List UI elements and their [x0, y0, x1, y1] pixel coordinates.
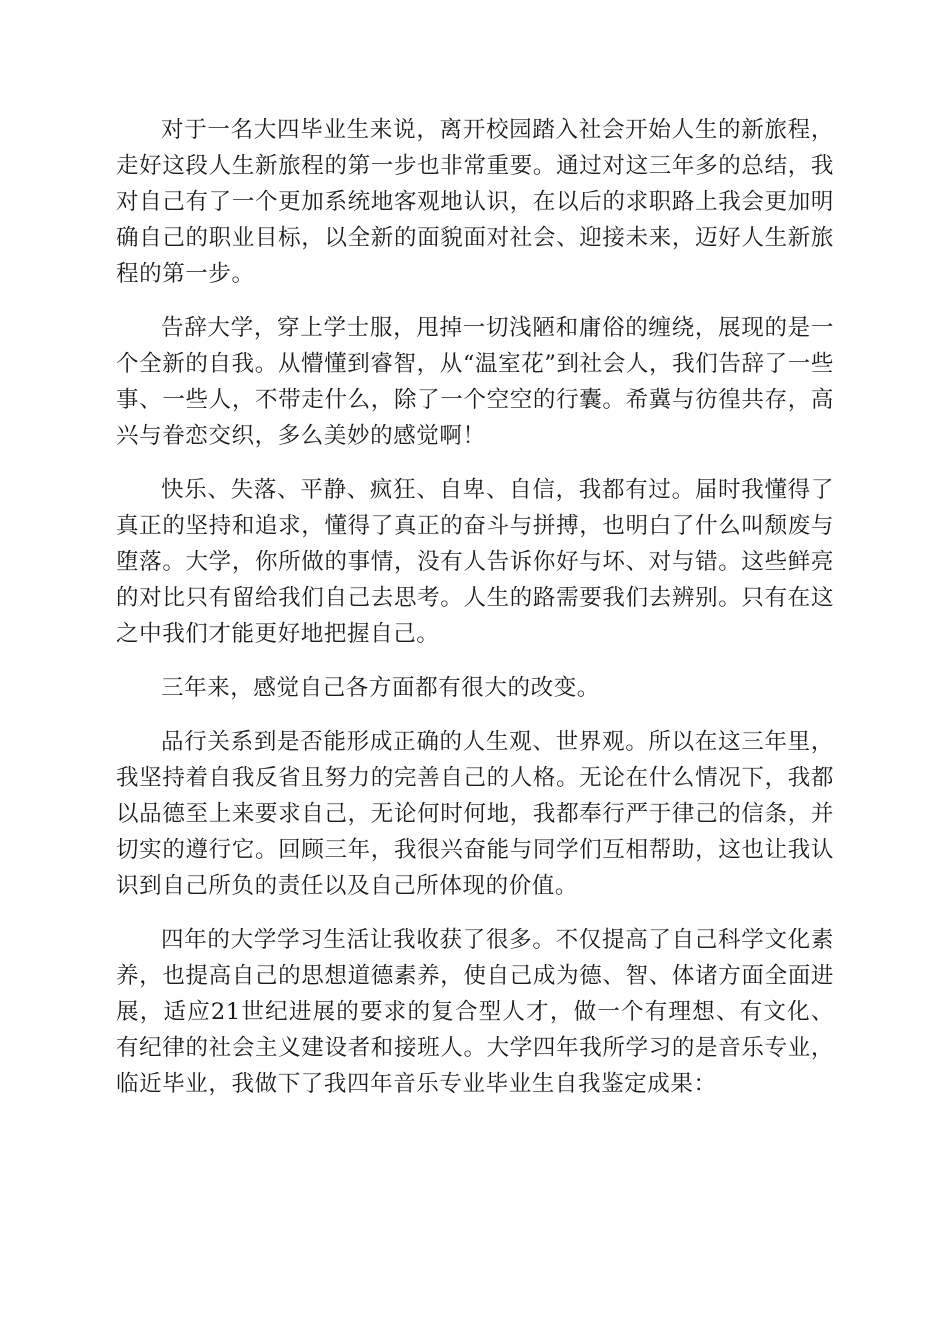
paragraph-5: 品行关系到是否能形成正确的人生观、世界观。所以在这三年里，我坚持着自我反省且努力的完善自己的人格。无论在什么情况下，我都以品德至上来要求自己，无论何时何地，我都奉行严于律己的信条，并切实的遵行它。回顾三年，我很兴奋能与同学们互相帮助，这也让我认识到自己所负的责任以及自己所体现的价值。	[116, 729, 834, 899]
paragraph-6: 四年的大学学习生活让我收获了很多。不仅提高了自己科学文化素养，也提高自己的思想道德素养，使自己成为德、智、体诸方面全面进展，适应21世纪进展的要求的复合型人才，做一个有理想、有文化、有纪律的社会主义建设者和接班人。大学四年我所学习的是音乐专业，临近毕业，我做下了我四年音乐专业毕业生自我鉴定成果：	[116, 927, 834, 1097]
paragraph-3: 快乐、失落、平静、疯狂、自卑、自信，我都有过。届时我懂得了真正的坚持和追求，懂得了真正的奋斗与拼搏，也明白了什么叫颓废与堕落。大学，你所做的事情，没有人告诉你好与坏、对与错。这些鲜亮的对比只有留给我们自己去思考。人生的路需要我们去辨别。只有在这之中我们才能更好地把握自己。	[116, 477, 834, 647]
document-body	[116, 112, 834, 1120]
paragraph-1: 对于一名大四毕业生来说，离开校园踏入社会开始人生的新旅程，走好这段人生新旅程的第一步也非常重要。通过对这三年多的总结，我对自己有了一个更加系统地客观地认识，在以后的求职路上我会更加明确自己的职业目标，以全新的面貌面对社会、迎接未来，迈好人生新旅程的第一步。	[116, 117, 834, 287]
paragraph-4: 三年来，感觉自己各方面都有很大的改变。	[161, 675, 600, 701]
paragraph-2: 告辞大学，穿上学士服，甩掉一切浅陋和庸俗的缠绕，展现的是一个全新的自我。从懵懂到睿智，从“温室花”到社会人，我们告辞了一些事、一些人，不带走什么，除了一个空空的行囊。希冀与彷徨共存，高兴与眷恋交织，多么美妙的感觉啊！	[116, 315, 834, 449]
